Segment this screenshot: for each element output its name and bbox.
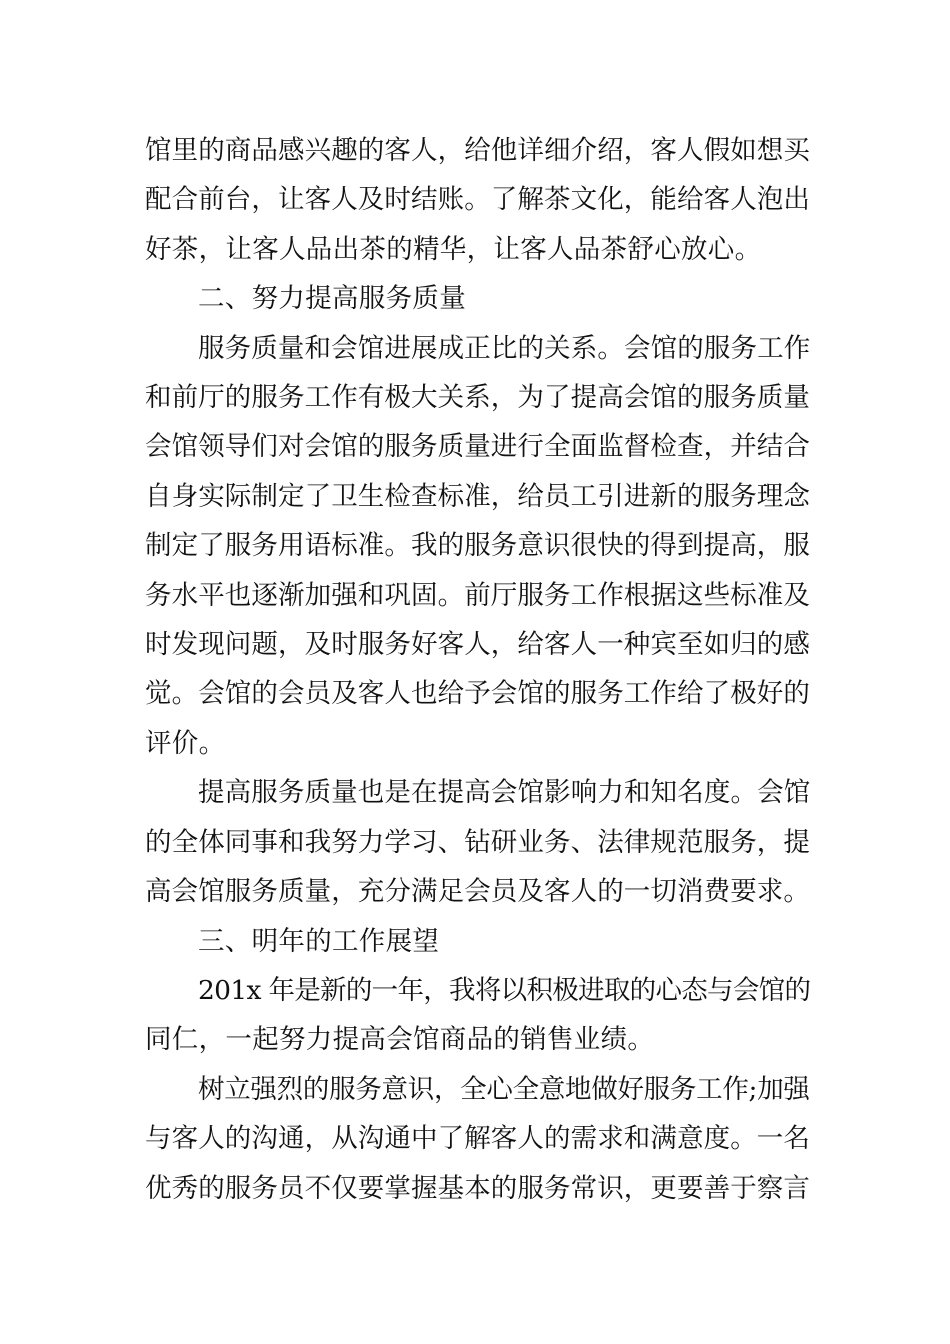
text-line: 好茶，让客人品出茶的精华，让客人品茶舒心放心。: [145, 233, 762, 265]
paragraph-service-awareness: [145, 1065, 810, 1213]
text-line: 制定了服务用语标准。我的服务意识很快的得到提高，服: [145, 530, 810, 562]
text-line: 自身实际制定了卫生检查标准，给员工引进新的服务理念: [145, 480, 810, 512]
text-line: 会馆领导们对会馆的服务质量进行全面监督检查，并结合: [145, 431, 810, 463]
paragraph-new-year: [145, 966, 810, 1065]
document-body: [145, 126, 810, 1213]
text-line: 觉。会馆的会员及客人也给予会馆的服务工作给了极好的: [145, 678, 810, 710]
text-line: 服务质量和会馆进展成正比的关系。会馆的服务工作: [198, 332, 811, 364]
text-line: 201x 年是新的一年，我将以积极进取的心态与会馆的: [198, 974, 811, 1006]
heading-text: 三、明年的工作展望: [198, 925, 440, 957]
paragraph-influence: [145, 768, 810, 916]
text-line: 优秀的服务员不仅要掌握基本的服务常识，更要善于察言: [145, 1172, 810, 1204]
text-line: 高会馆服务质量，充分满足会员及客人的一切消费要求。: [145, 876, 810, 908]
text-line: 提高服务质量也是在提高会馆影响力和知名度。会馆: [198, 777, 811, 809]
text-line: 的全体同事和我努力学习、钻研业务、法律规范服务，提: [145, 826, 810, 858]
text-line: 配合前台，让客人及时结账。了解茶文化，能给客人泡出: [145, 184, 810, 216]
text-line: 树立强烈的服务意识，全心全意地做好服务工作;加强: [198, 1073, 810, 1105]
heading-text: 二、努力提高服务质量: [198, 283, 466, 315]
paragraph-service-quality: [145, 324, 810, 769]
text-line: 同仁，一起努力提高会馆商品的销售业绩。: [145, 1024, 655, 1056]
text-line: 时发现问题，及时服务好客人，给客人一种宾至如归的感: [145, 629, 810, 661]
paragraph-continuation: [145, 126, 810, 274]
text-line: 评价。: [145, 727, 226, 759]
text-line: 馆里的商品感兴趣的客人，给他详细介绍，客人假如想买: [145, 135, 810, 166]
section-heading-3: [145, 917, 810, 966]
section-heading-2: [145, 274, 810, 323]
text-line: 与客人的沟通，从沟通中了解客人的需求和满意度。一名: [145, 1123, 810, 1155]
text-line: 和前厅的服务工作有极大关系，为了提高会馆的服务质量: [145, 382, 810, 414]
text-line: 务水平也逐渐加强和巩固。前厅服务工作根据这些标准及: [145, 579, 810, 611]
